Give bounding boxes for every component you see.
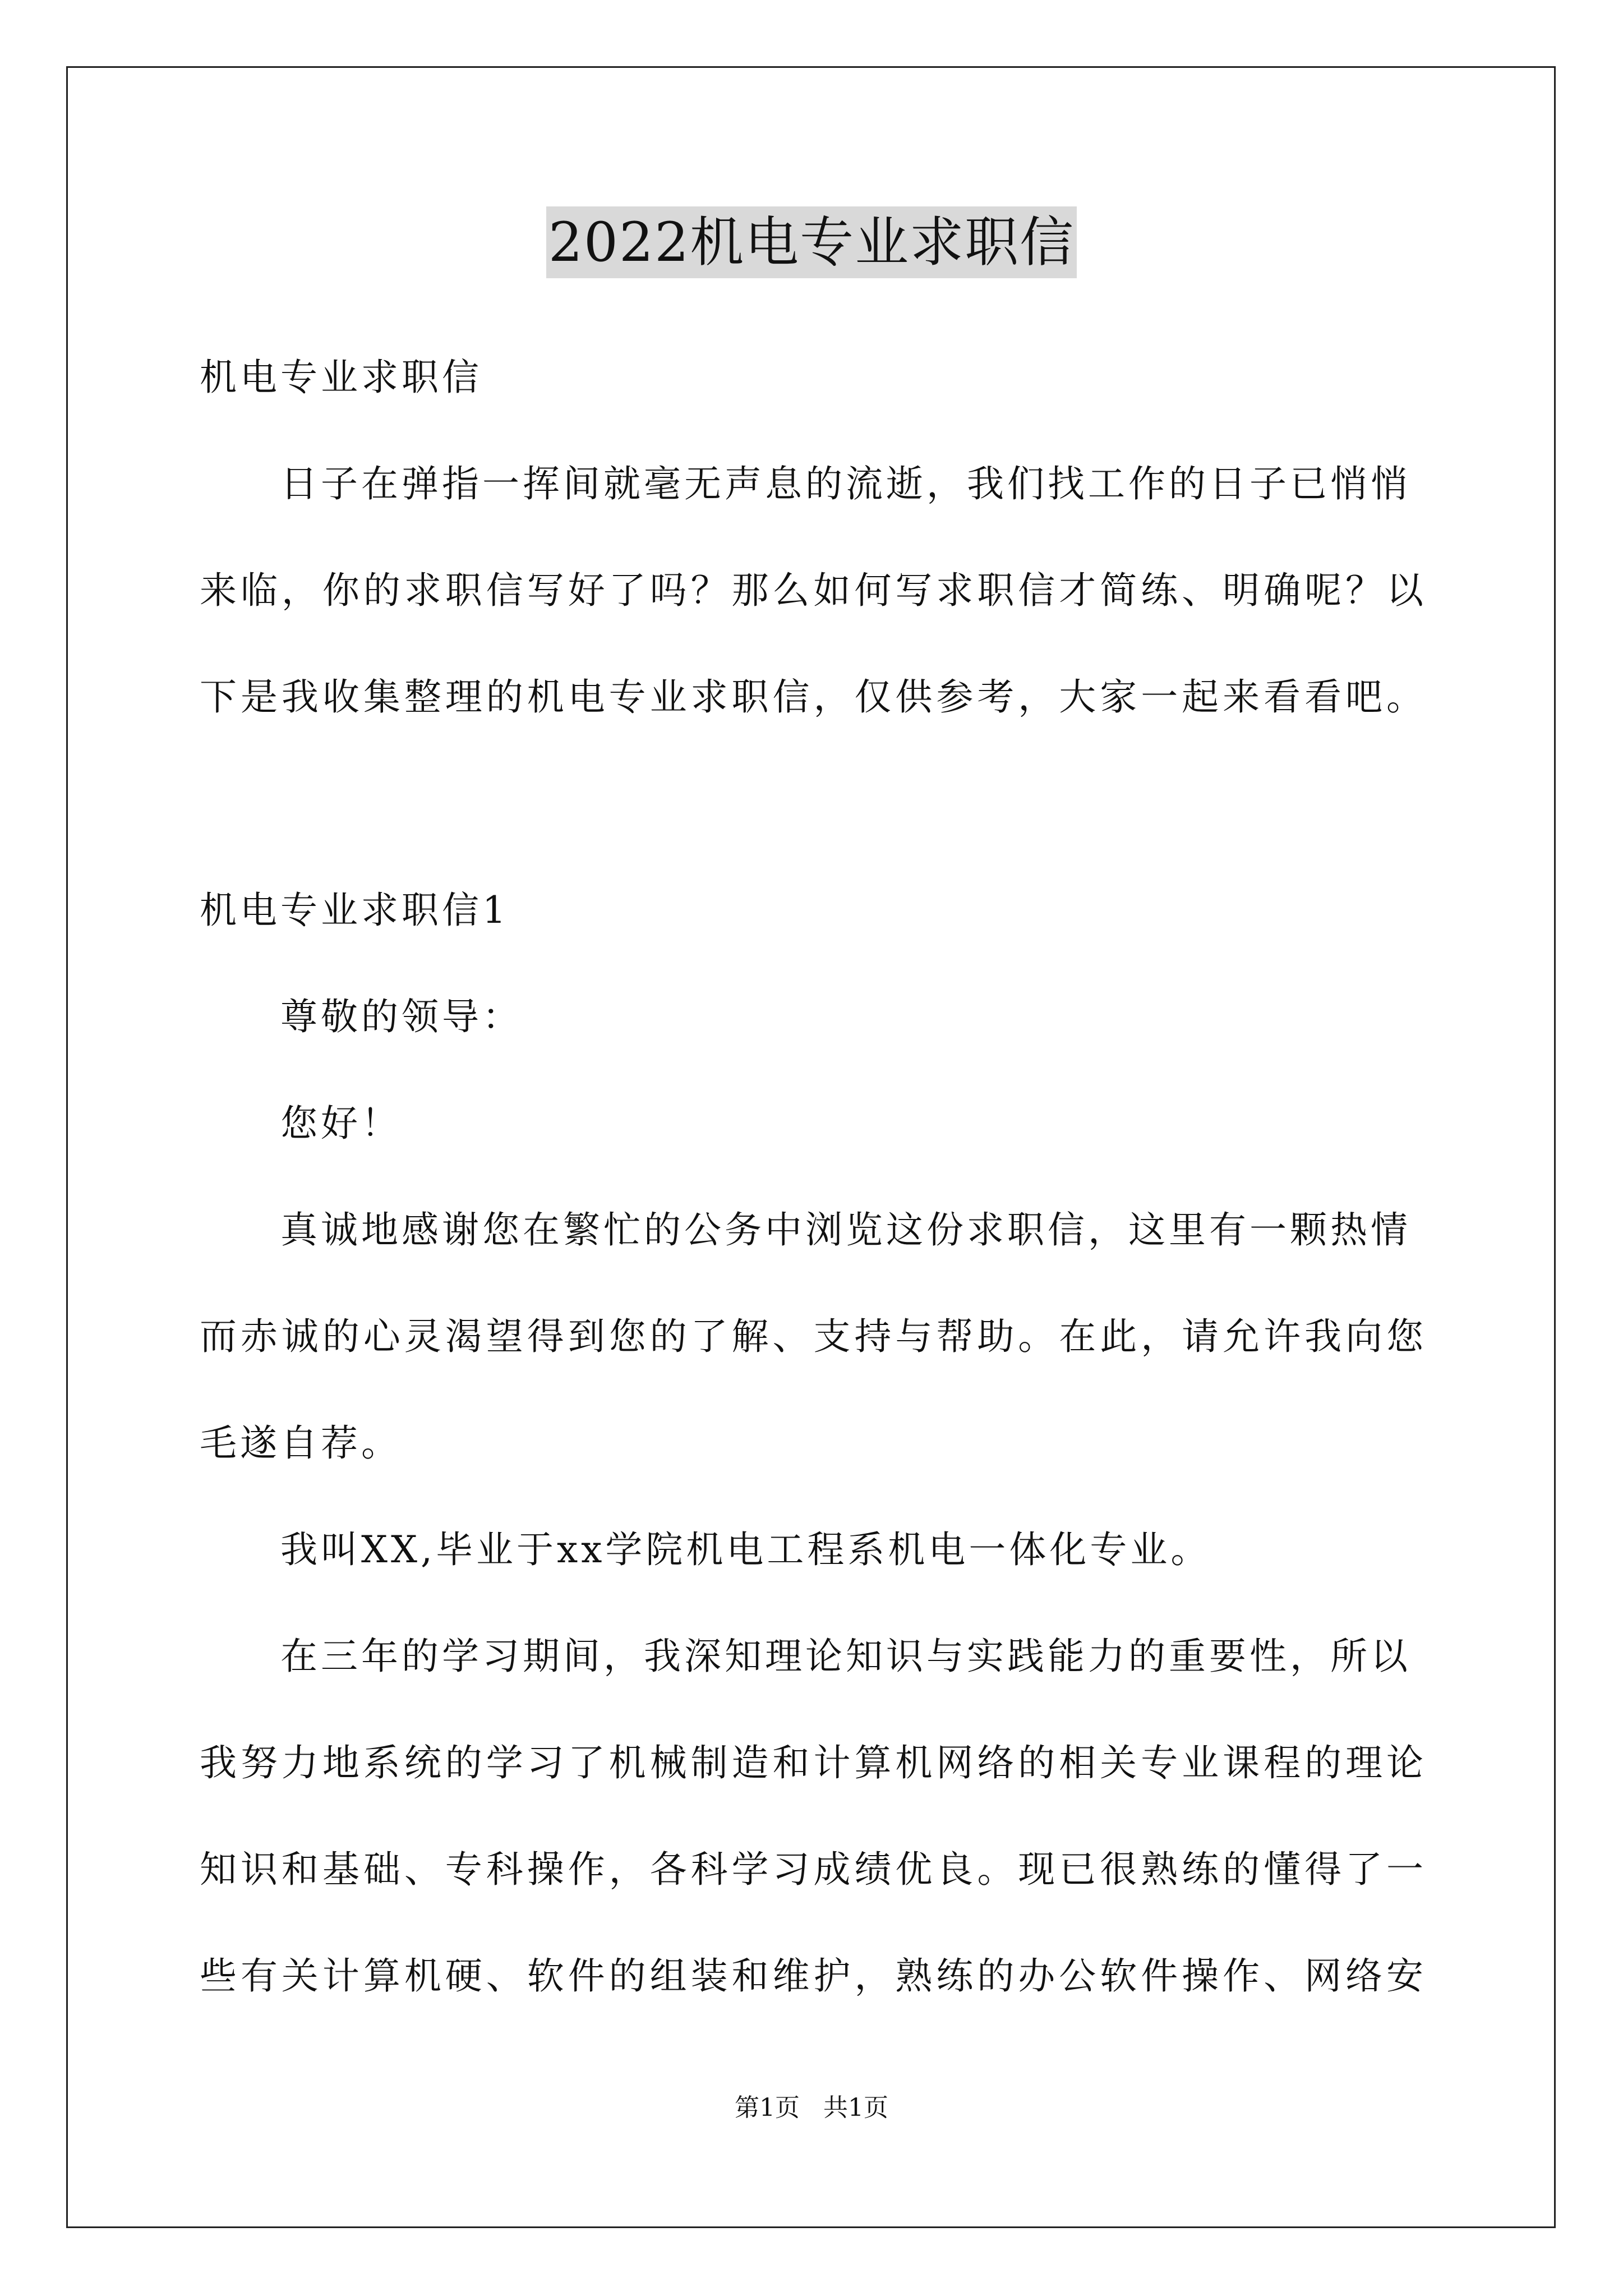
body-line: 在三年的学习期间，我深知理论知识与实践能力的重要性，所以 bbox=[280, 1635, 1411, 1678]
body-line: 真诚地感谢您在繁忙的公务中浏览这份求职信，这里有一颗热情 bbox=[280, 1208, 1411, 1251]
intro-line-1: 日子在弹指一挥间就毫无声息的流逝，我们找工作的日子已悄悄 bbox=[280, 462, 1411, 505]
body-line: 而赤诚的心灵渴望得到您的了解、支持与帮助。在此，请允许我向您 bbox=[200, 1315, 1423, 1358]
body-line: 我叫XX,毕业于xx学院机电工程系机电一体化专业。 bbox=[280, 1528, 1211, 1571]
page-footer: 第1页 共1页 bbox=[735, 2093, 888, 2122]
salutation: 尊敬的领导： bbox=[280, 995, 523, 1038]
letter-heading: 机电专业求职信1 bbox=[200, 889, 509, 932]
body-line: 些有关计算机硬、软件的组装和维护，熟练的办公软件操作、网络安 bbox=[200, 1954, 1423, 1998]
greeting: 您好！ bbox=[280, 1102, 402, 1145]
title-container bbox=[0, 206, 1623, 278]
body-line: 知识和基础、专科操作，各科学习成绩优良。现已很熟练的懂得了一 bbox=[200, 1848, 1423, 1891]
intro-line-3: 下是我收集整理的机电专业求职信，仅供参考，大家一起来看看吧。 bbox=[200, 675, 1423, 719]
body-line: 毛遂自荐。 bbox=[200, 1421, 402, 1465]
document-title: 2022机电专业求职信 bbox=[546, 206, 1077, 278]
intro-line-2: 来临，你的求职信写好了吗？那么如何写求职信才简练、明确呢？以 bbox=[200, 569, 1423, 612]
body-line: 我努力地系统的学习了机械制造和计算机网络的相关专业课程的理论 bbox=[200, 1741, 1423, 1784]
section-heading: 机电专业求职信 bbox=[200, 356, 482, 399]
